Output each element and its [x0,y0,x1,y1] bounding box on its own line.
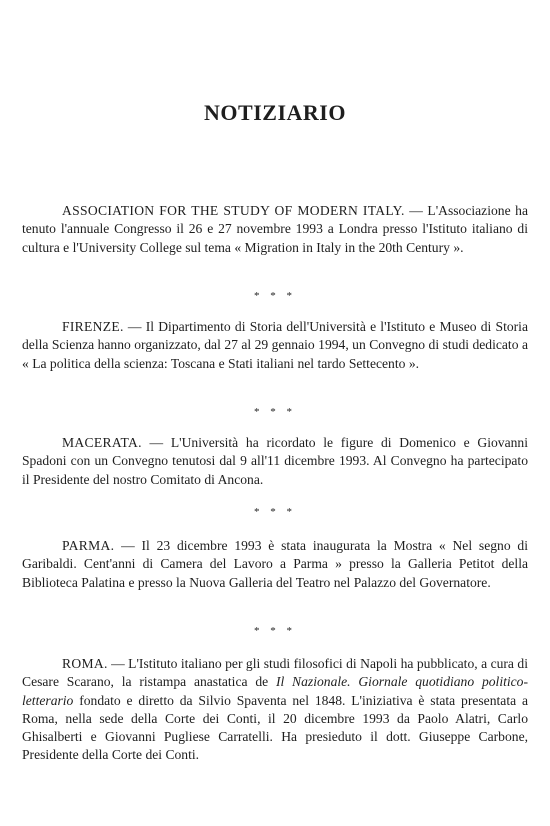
entry-heading: MACERATA. [62,435,142,450]
entry-heading: PARMA. [62,538,115,553]
entry-heading: FIRENZE. [62,319,124,334]
news-entry-asmi [22,202,528,257]
news-entry-roma [22,655,528,765]
entry-body: fondato e diretto da Silvio Spaventa nel 1848. L'iniziativa è stata presentata a Roma, nella sede della Corte dei Conti, il 20 dicembre 1993 da Paolo Alatri, Carlo Ghisalberti e Giovanni Pugliese Carratelli. Ha presieduto il dott. Giuseppe Carbone, Presidente della Corte dei Conti. [22,692,528,763]
section-separator: * * * [254,406,296,418]
entry-italic-title: Il Nazionale. Giornale quotidiano politico-letterario [22,674,529,708]
news-entry-macerata [22,434,528,489]
entry-heading: ROMA. [62,656,108,671]
section-separator: * * * [254,625,296,637]
entry-body: — L'Istituto italiano per gli studi filosofici di Napoli ha pubblicato, a cura di Cesare Scarano, la ristampa anastatica de [22,656,528,690]
entry-body: — Il 23 dicembre 1993 è stata inaugurata la Mostra « Nel segno di Garibaldi. Cent'anni di Camera del Lavoro a Parma » presso la Galleria Petitot della Biblioteca Palatina e presso la Nuova Galleria del Teatro nel Palazzo del Governatore. [22,538,528,590]
news-entry-parma [22,537,528,592]
news-entry-firenze [22,318,528,373]
entry-heading: ASSOCIATION FOR THE STUDY OF MODERN ITALY. [62,203,405,218]
section-separator: * * * [254,506,296,518]
page [22,0,528,826]
section-separator: * * * [254,290,296,302]
entry-body: — L'Università ha ricordato le figure di Domenico e Giovanni Spadoni con un Convegno tenutosi dal 9 all'11 dicembre 1993. Al Convegno ha partecipato il Presidente del nostro Comitato di Ancona. [22,435,528,487]
entry-body: — Il Dipartimento di Storia dell'Università e l'Istituto e Museo di Storia della Scienza hanno organizzato, dal 27 al 29 gennaio 1994, un Convegno di studi dedicato a « La politica della scienza: Toscana e Stati italiani nel tardo Settecento ». [22,319,528,371]
page-title: NOTIZIARIO [204,100,346,125]
entry-body: — L'Associazione ha tenuto l'annuale Congresso il 26 e 27 novembre 1993 a Londra presso l'Istituto italiano di cultura e l'University College sul tema « Migration in Italy in the 20th Century ». [22,203,528,255]
